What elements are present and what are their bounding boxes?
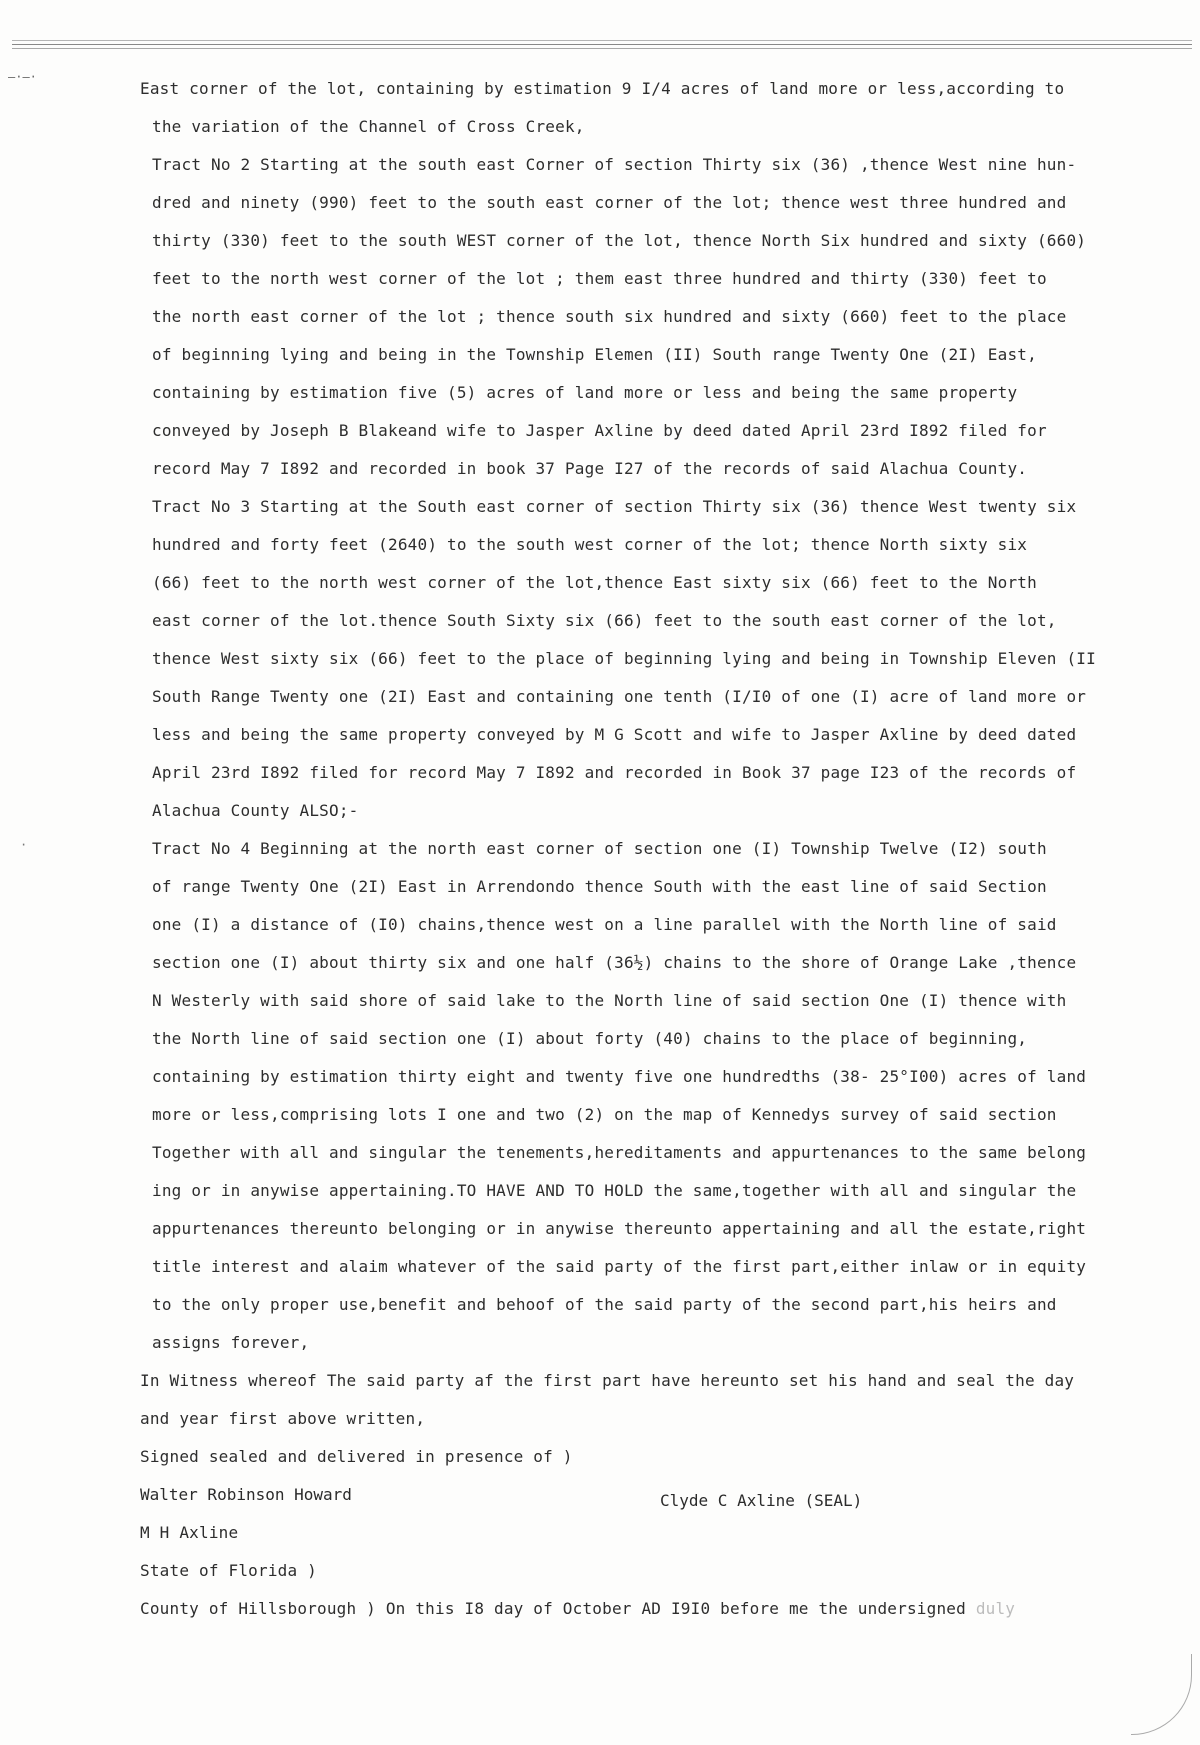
text-line: feet to the north west corner of the lot ; them east three hundred and thirty (330) feet to [152,269,1047,288]
witness-name: Walter Robinson Howard [140,1485,352,1504]
text-line: April 23rd I892 filed for record May 7 I892 and recorded in Book 37 page I23 of the records of [152,763,1077,782]
text-line: to the only proper use,benefit and behoof of the said party of the second part,his heirs and [152,1295,1057,1314]
acknowledgment-text: County of Hillsborough ) On this I8 day of October AD I9I0 before me the undersigned [140,1599,966,1618]
text-line: of range Twenty One (2I) East in Arrendondo thence South with the east line of said Section [152,877,1047,896]
text-line: hundred and forty feet (2640) to the south west corner of the lot; thence North sixty six [152,535,1028,554]
text-line: Signed sealed and delivered in presence of ) [140,1447,573,1466]
text-line: of beginning lying and being in the Township Elemen (II) South range Twenty One (2I) East, [152,345,1037,364]
text-line: Alachua County ALSO;- [152,801,359,820]
text-line: M H Axline [140,1523,239,1542]
text-line: appurtenances thereunto belonging or in anywise thereunto appertaining and all the estate,right [152,1219,1087,1238]
text-line: the north east corner of the lot ; thence south six hundred and sixty (660) feet to the place [152,307,1067,326]
top-rule [12,40,1192,41]
text-line: containing by estimation thirty eight and twenty five one hundredths (38- 25°I00) acres of land [152,1067,1087,1086]
text-line: the variation of the Channel of Cross Creek, [152,117,585,136]
margin-mark: –·–· [8,70,37,84]
text-line: N Westerly with said shore of said lake to the North line of said section One (I) thence with [152,991,1067,1010]
text-line: assigns forever, [152,1333,310,1352]
text-line: less and being the same property conveyed by M G Scott and wife to Jasper Axline by deed dated [152,725,1077,744]
text-line: Together with all and singular the tenements,hereditaments and appurtenances to the same belong [152,1143,1087,1162]
text-line: the North line of said section one (I) about forty (40) chains to the place of beginning, [152,1029,1028,1048]
text-line: section one (I) about thirty six and one half (36½) chains to the shore of Orange Lake ,thence [152,953,1077,972]
top-rule [12,44,1192,45]
signature-row [140,1476,1150,1514]
text-line: Tract No 4 Beginning at the north east corner of section one (I) Township Twelve (I2) south [152,839,1047,858]
text-line: State of Florida ) [140,1561,317,1580]
text-line: Tract No 3 Starting at the South east corner of section Thirty six (36) thence West twenty six [152,497,1077,516]
text-line: thence West sixty six (66) feet to the place of beginning lying and being in Township Eleven (II [152,649,1096,668]
grantor-signature: Clyde C Axline (SEAL) [660,1491,863,1510]
page-curl [1131,1654,1192,1735]
top-rule [12,48,1192,49]
text-line: conveyed by Joseph B Blakeand wife to Jasper Axline by deed dated April 23rd I892 filed for [152,421,1047,440]
text-line: thirty (330) feet to the south WEST corner of the lot, thence North Six hundred and sixty (660) [152,231,1087,250]
deed-text [140,70,1150,1628]
text-line: one (I) a distance of (I0) chains,thence west on a line parallel with the North line of said [152,915,1057,934]
text-line: Tract No 2 Starting at the south east Corner of section Thirty six (36) ,thence West nine hun- [152,155,1077,174]
faded-word: duly [975,1599,1016,1618]
text-line: ing or in anywise appertaining.TO HAVE AND TO HOLD the same,together with all and singular the [152,1181,1077,1200]
text-line: title interest and alaim whatever of the said party of the first part,either inlaw or in equity [152,1257,1087,1276]
text-line: East corner of the lot, containing by estimation 9 I/4 acres of land more or less,according to [140,79,1065,98]
text-line: (66) feet to the north west corner of the lot,thence East sixty six (66) feet to the North [152,573,1037,592]
text-line: record May 7 I892 and recorded in book 37 Page I27 of the records of said Alachua County. [152,459,1028,478]
text-line: more or less,comprising lots I one and two (2) on the map of Kennedys survey of said section [152,1105,1057,1124]
text-line: dred and ninety (990) feet to the south east corner of the lot; thence west three hundred and [152,193,1067,212]
margin-mark: · [20,838,28,852]
text-line [140,1590,1150,1628]
text-line: east corner of the lot.thence South Sixty six (66) feet to the south east corner of the lot, [152,611,1057,630]
text-line: In Witness whereof The said party af the first part have hereunto set his hand and seal the day [140,1371,1075,1390]
text-line: South Range Twenty one (2I) East and containing one tenth (I/I0 of one (I) acre of land more or [152,687,1087,706]
text-line: containing by estimation five (5) acres of land more or less and being the same property [152,383,1018,402]
text-line: and year first above written, [140,1409,426,1428]
